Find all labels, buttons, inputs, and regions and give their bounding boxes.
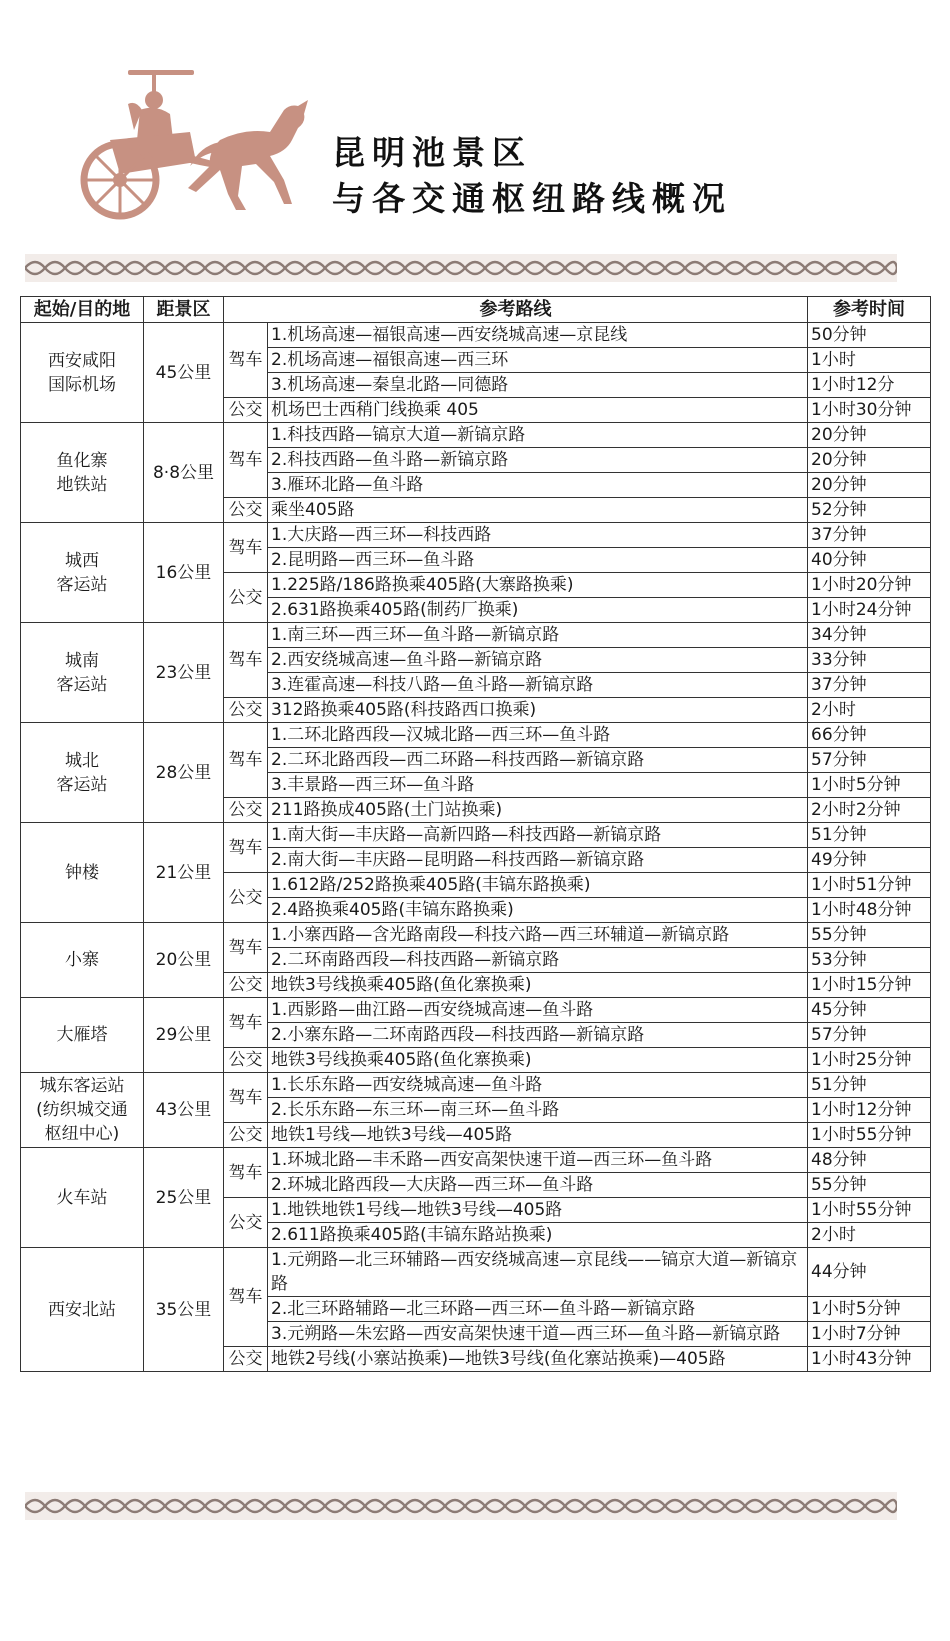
time-cell: 51分钟 xyxy=(808,823,931,848)
route-cell: 2.611路换乘405路(丰镐东路站换乘) xyxy=(268,1223,808,1248)
time-cell: 1小时43分钟 xyxy=(808,1347,931,1372)
table-row xyxy=(21,1248,931,1297)
time-cell: 1小时15分钟 xyxy=(808,973,931,998)
time-cell: 2小时2分钟 xyxy=(808,798,931,823)
route-cell: 地铁2号线(小寨站换乘)—地铁3号线(鱼化寨站换乘)—405路 xyxy=(268,1347,808,1372)
distance-cell: 23公里 xyxy=(144,623,224,723)
time-cell: 2小时 xyxy=(808,698,931,723)
column-header-origin: 起始/目的地 xyxy=(21,297,144,323)
time-cell: 34分钟 xyxy=(808,623,931,648)
time-cell: 20分钟 xyxy=(808,473,931,498)
route-cell: 2.631路换乘405路(制药厂换乘) xyxy=(268,598,808,623)
route-cell: 1.元朔路—北三环辅路—西安绕城高速—京昆线——镐京大道—新镐京路 xyxy=(268,1248,808,1297)
origin-cell: 城西 客运站 xyxy=(21,523,144,623)
route-cell: 3.元朔路—朱宏路—西安高架快速干道—西三环—鱼斗路—新镐京路 xyxy=(268,1322,808,1347)
mode-cell: 驾车 xyxy=(224,998,268,1048)
route-cell: 1.长乐东路—西安绕城高速—鱼斗路 xyxy=(268,1073,808,1098)
origin-cell: 城南 客运站 xyxy=(21,623,144,723)
time-cell: 1小时 xyxy=(808,348,931,373)
time-cell: 44分钟 xyxy=(808,1248,931,1297)
route-cell: 地铁3号线换乘405路(鱼化寨换乘) xyxy=(268,973,808,998)
mode-cell: 驾车 xyxy=(224,1148,268,1198)
time-cell: 53分钟 xyxy=(808,948,931,973)
distance-cell: 16公里 xyxy=(144,523,224,623)
mode-cell: 公交 xyxy=(224,1123,268,1148)
column-header-distance: 距景区 xyxy=(144,297,224,323)
mode-cell: 公交 xyxy=(224,873,268,923)
route-cell: 地铁3号线换乘405路(鱼化寨换乘) xyxy=(268,1048,808,1073)
mode-cell: 公交 xyxy=(224,698,268,723)
ornament-border-top xyxy=(25,254,897,282)
origin-cell: 西安咸阳 国际机场 xyxy=(21,323,144,423)
table-row xyxy=(21,823,931,848)
route-cell: 乘坐405路 xyxy=(268,498,808,523)
route-cell: 1.环城北路—丰禾路—西安高架快速干道—西三环—鱼斗路 xyxy=(268,1148,808,1173)
time-cell: 45分钟 xyxy=(808,998,931,1023)
mode-cell: 驾车 xyxy=(224,723,268,798)
route-cell: 1.科技西路—镐京大道—新镐京路 xyxy=(268,423,808,448)
mode-cell: 驾车 xyxy=(224,323,268,398)
time-cell: 1小时7分钟 xyxy=(808,1322,931,1347)
time-cell: 1小时55分钟 xyxy=(808,1123,931,1148)
route-cell: 2.昆明路—西三环—鱼斗路 xyxy=(268,548,808,573)
origin-cell: 钟楼 xyxy=(21,823,144,923)
mode-cell: 公交 xyxy=(224,573,268,623)
distance-cell: 45公里 xyxy=(144,323,224,423)
time-cell: 40分钟 xyxy=(808,548,931,573)
mode-cell: 公交 xyxy=(224,1048,268,1073)
time-cell: 37分钟 xyxy=(808,673,931,698)
title-line-1: 昆明池景区 xyxy=(332,133,532,172)
route-cell: 1.地铁地铁1号线—地铁3号线—405路 xyxy=(268,1198,808,1223)
route-cell: 3.雁环北路—鱼斗路 xyxy=(268,473,808,498)
route-cell: 2.环城北路西段—大庆路—西三环—鱼斗路 xyxy=(268,1173,808,1198)
chariot-horse-logo xyxy=(70,70,320,220)
time-cell: 1小时30分钟 xyxy=(808,398,931,423)
origin-cell: 小寨 xyxy=(21,923,144,998)
route-cell: 1.南大街—丰庆路—高新四路—科技西路—新镐京路 xyxy=(268,823,808,848)
origin-cell: 西安北站 xyxy=(21,1248,144,1372)
time-cell: 52分钟 xyxy=(808,498,931,523)
route-cell: 3.丰景路—西三环—鱼斗路 xyxy=(268,773,808,798)
table-row xyxy=(21,1073,931,1098)
mode-cell: 公交 xyxy=(224,498,268,523)
route-cell: 1.612路/252路换乘405路(丰镐东路换乘) xyxy=(268,873,808,898)
time-cell: 1小时12分 xyxy=(808,373,931,398)
time-cell: 1小时5分钟 xyxy=(808,773,931,798)
route-cell: 2.小寨东路—二环南路西段—科技西路—新镐京路 xyxy=(268,1023,808,1048)
time-cell: 57分钟 xyxy=(808,748,931,773)
table-row xyxy=(21,998,931,1023)
time-cell: 2小时 xyxy=(808,1223,931,1248)
mode-cell: 公交 xyxy=(224,1347,268,1372)
table-row xyxy=(21,1148,931,1173)
time-cell: 1小时48分钟 xyxy=(808,898,931,923)
table-row xyxy=(21,423,931,448)
table-row xyxy=(21,923,931,948)
route-cell: 3.连霍高速—科技八路—鱼斗路—新镐京路 xyxy=(268,673,808,698)
time-cell: 37分钟 xyxy=(808,523,931,548)
route-cell: 312路换乘405路(科技路西口换乘) xyxy=(268,698,808,723)
time-cell: 51分钟 xyxy=(808,1073,931,1098)
column-header-route: 参考路线 xyxy=(224,297,808,323)
distance-cell: 21公里 xyxy=(144,823,224,923)
distance-cell: 29公里 xyxy=(144,998,224,1073)
mode-cell: 公交 xyxy=(224,398,268,423)
route-cell: 2.长乐东路—东三环—南三环—鱼斗路 xyxy=(268,1098,808,1123)
title-line-2: 与各交通枢纽路线概况 xyxy=(332,179,732,218)
mode-cell: 驾车 xyxy=(224,823,268,873)
time-cell: 33分钟 xyxy=(808,648,931,673)
origin-cell: 火车站 xyxy=(21,1148,144,1248)
route-cell: 1.225路/186路换乘405路(大寨路换乘) xyxy=(268,573,808,598)
route-cell: 211路换成405路(土门站换乘) xyxy=(268,798,808,823)
table-row xyxy=(21,723,931,748)
route-cell: 1.机场高速—福银高速—西安绕城高速—京昆线 xyxy=(268,323,808,348)
route-cell: 1.小寨西路—含光路南段—科技六路—西三环辅道—新镐京路 xyxy=(268,923,808,948)
table-row xyxy=(21,323,931,348)
route-cell: 1.二环北路西段—汉城北路—西三环—鱼斗路 xyxy=(268,723,808,748)
time-cell: 55分钟 xyxy=(808,1173,931,1198)
time-cell: 49分钟 xyxy=(808,848,931,873)
route-cell: 1.西影路—曲江路—西安绕城高速—鱼斗路 xyxy=(268,998,808,1023)
time-cell: 1小时24分钟 xyxy=(808,598,931,623)
route-cell: 2.科技西路—鱼斗路—新镐京路 xyxy=(268,448,808,473)
table-header-row xyxy=(21,297,931,323)
route-cell: 2.机场高速—福银高速—西三环 xyxy=(268,348,808,373)
distance-cell: 20公里 xyxy=(144,923,224,998)
origin-cell: 城北 客运站 xyxy=(21,723,144,823)
time-cell: 1小时12分钟 xyxy=(808,1098,931,1123)
time-cell: 1小时20分钟 xyxy=(808,573,931,598)
origin-cell: 城东客运站 (纺织城交通 枢纽中心) xyxy=(21,1073,144,1148)
time-cell: 20分钟 xyxy=(808,423,931,448)
route-cell: 2.二环北路西段—西二环路—科技西路—新镐京路 xyxy=(268,748,808,773)
route-cell: 机场巴士西稍门线换乘 405 xyxy=(268,398,808,423)
origin-cell: 大雁塔 xyxy=(21,998,144,1073)
time-cell: 1小时5分钟 xyxy=(808,1297,931,1322)
route-cell: 1.南三环—西三环—鱼斗路—新镐京路 xyxy=(268,623,808,648)
distance-cell: 25公里 xyxy=(144,1148,224,1248)
time-cell: 1小时55分钟 xyxy=(808,1198,931,1223)
ornament-border-bottom xyxy=(25,1492,897,1520)
time-cell: 1小时51分钟 xyxy=(808,873,931,898)
route-cell: 1.大庆路—西三环—科技西路 xyxy=(268,523,808,548)
distance-cell: 8·8公里 xyxy=(144,423,224,523)
mode-cell: 驾车 xyxy=(224,923,268,973)
route-cell: 2.南大街—丰庆路—昆明路—科技西路—新镐京路 xyxy=(268,848,808,873)
route-cell: 3.机场高速—秦皇北路—同德路 xyxy=(268,373,808,398)
route-cell: 2.西安绕城高速—鱼斗路—新镐京路 xyxy=(268,648,808,673)
column-header-time: 参考时间 xyxy=(808,297,931,323)
time-cell: 1小时25分钟 xyxy=(808,1048,931,1073)
mode-cell: 公交 xyxy=(224,798,268,823)
routes-table xyxy=(20,296,931,1372)
routes-table-body xyxy=(21,323,931,1372)
origin-cell: 鱼化寨 地铁站 xyxy=(21,423,144,523)
mode-cell: 公交 xyxy=(224,1198,268,1248)
distance-cell: 28公里 xyxy=(144,723,224,823)
route-cell: 2.4路换乘405路(丰镐东路换乘) xyxy=(268,898,808,923)
table-row xyxy=(21,523,931,548)
route-cell: 2.二环南路西段—科技西路—新镐京路 xyxy=(268,948,808,973)
title-block xyxy=(332,130,732,222)
time-cell: 48分钟 xyxy=(808,1148,931,1173)
mode-cell: 驾车 xyxy=(224,623,268,698)
mode-cell: 驾车 xyxy=(224,1073,268,1123)
time-cell: 20分钟 xyxy=(808,448,931,473)
mode-cell: 驾车 xyxy=(224,523,268,573)
table-row xyxy=(21,623,931,648)
time-cell: 57分钟 xyxy=(808,1023,931,1048)
distance-cell: 35公里 xyxy=(144,1248,224,1372)
route-cell: 地铁1号线—地铁3号线—405路 xyxy=(268,1123,808,1148)
mode-cell: 公交 xyxy=(224,973,268,998)
time-cell: 66分钟 xyxy=(808,723,931,748)
time-cell: 55分钟 xyxy=(808,923,931,948)
time-cell: 50分钟 xyxy=(808,323,931,348)
mode-cell: 驾车 xyxy=(224,423,268,498)
route-cell: 2.北三环路辅路—北三环路—西三环—鱼斗路—新镐京路 xyxy=(268,1297,808,1322)
distance-cell: 43公里 xyxy=(144,1073,224,1148)
mode-cell: 驾车 xyxy=(224,1248,268,1347)
